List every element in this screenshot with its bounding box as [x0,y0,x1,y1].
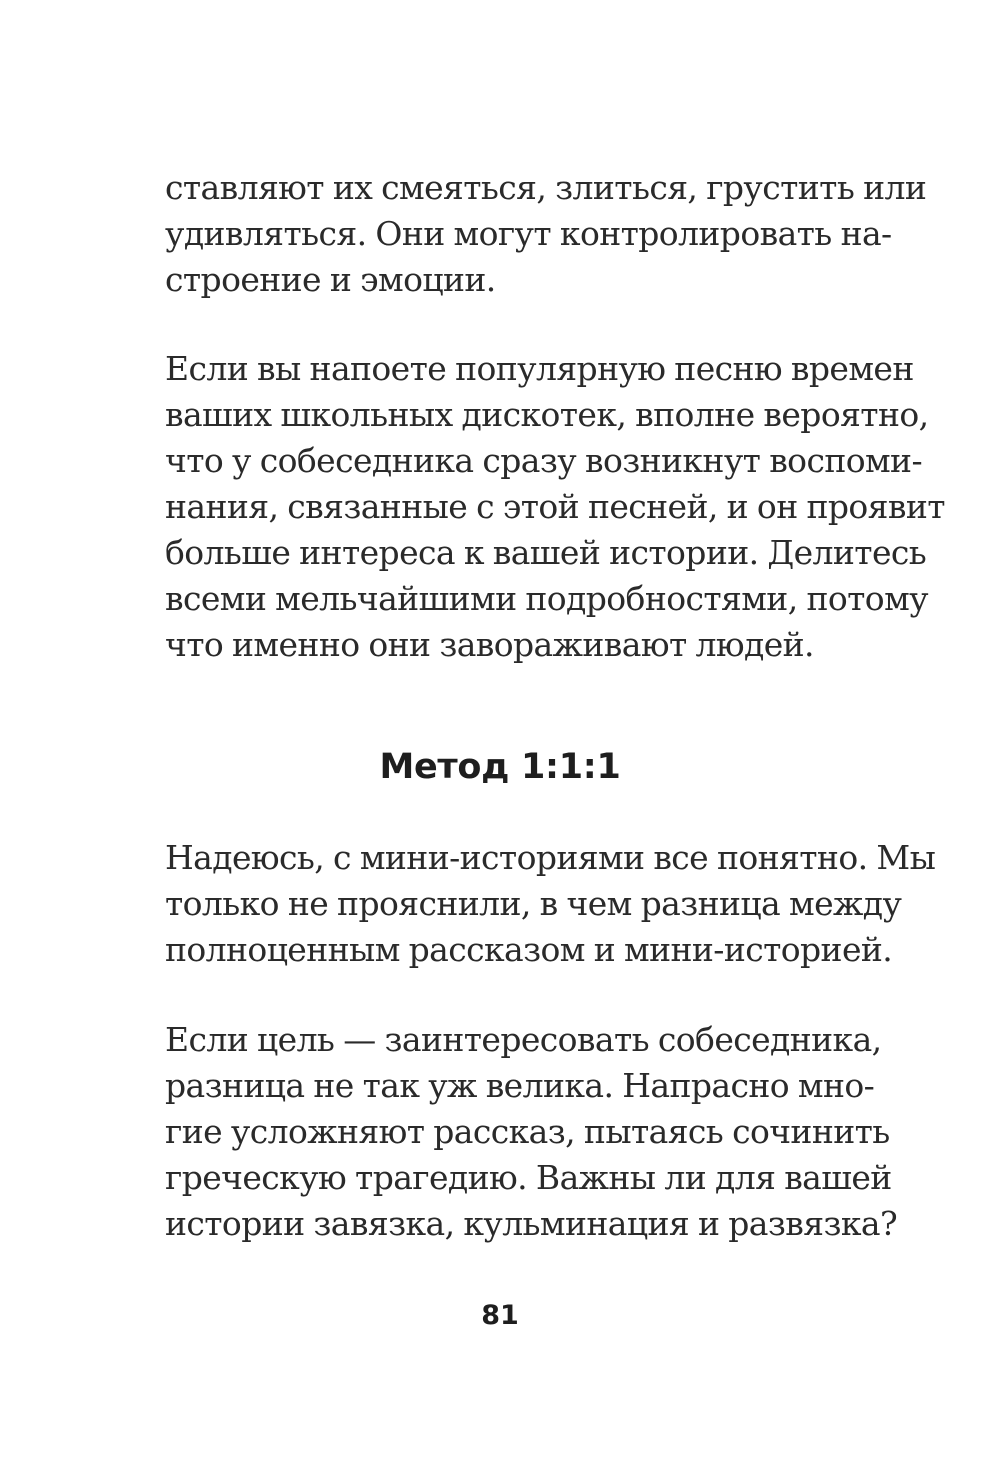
page-number: 81 [481,1300,519,1331]
paragraph-line: ваших школьных дискотек, вполне вероятно, [165,395,929,434]
paragraph-line: нания, связанные с этой песней, и он проявит [165,487,945,526]
paragraph-line: греческую трагедию. Важны ли для вашей [165,1158,892,1197]
paragraph-line: разница не так уж велика. Напрасно мно- [165,1066,875,1105]
paragraph-line: гие усложняют рассказ, пытаясь сочинить [165,1112,890,1151]
paragraph-line: что у собеседника сразу возникнут воспоми- [165,441,922,480]
paragraph-line: Если цель — заинтересовать собеседника, [165,1020,882,1059]
paragraph-line: полноценным рассказом и мини-историей. [165,930,893,969]
paragraph-line: ставляют их смеяться, злиться, грустить или [165,168,927,207]
paragraph-line: всеми мельчайшими подробностями, потому [165,579,928,618]
paragraph-line: что именно они завораживают людей. [165,625,814,664]
paragraph-line: больше интереса к вашей истории. Делитесь [165,533,927,572]
paragraph-line: Надеюсь, с мини-историями все понятно. Мы [165,838,936,877]
paragraph-line: удивляться. Они могут контролировать на- [165,214,892,253]
paragraph-line: Если вы напоете популярную песню времен [165,349,914,388]
paragraph-line: истории завязка, кульминация и развязка? [165,1204,898,1243]
paragraph-line: строение и эмоции. [165,260,496,299]
paragraph-line: только не прояснили, в чем разница между [165,884,902,923]
section-heading: Метод 1:1:1 [379,747,621,787]
